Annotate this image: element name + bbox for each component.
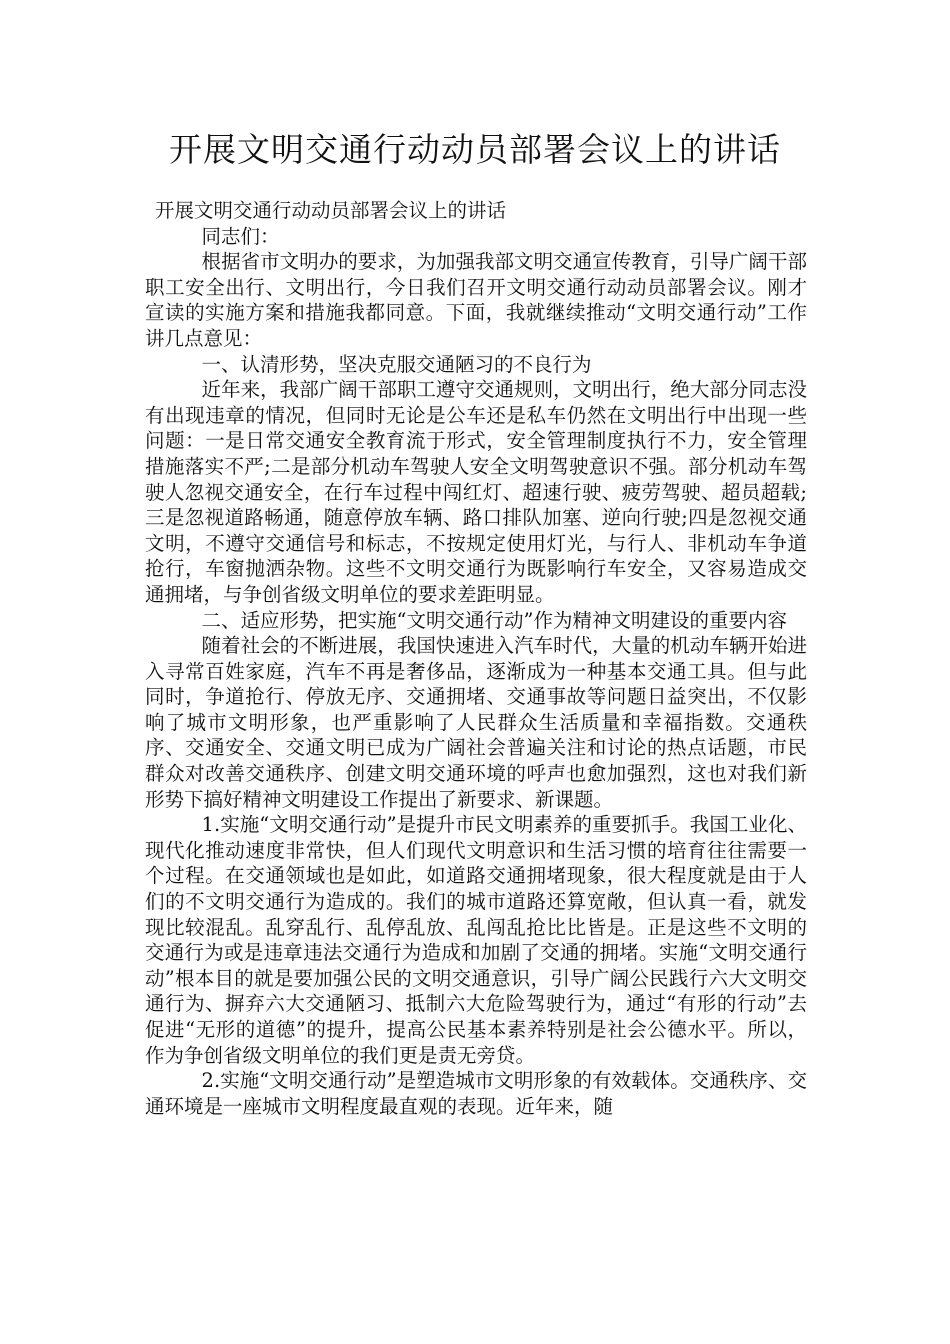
document-title: 开展文明交通行动动员部署会议上的讲话 bbox=[169, 130, 781, 169]
document-subtitle: 开展文明交通行动动员部署会议上的讲话 bbox=[155, 199, 507, 222]
paragraph-point-1: 1.实施“文明交通行动”是提升市民文明素养的重要抓手。我国工业化、现代化推动速度非常快，但人们现代文明意识和生活习惯的培育往往需要一个过程。在交通领域也是如此，如道路交通拥堵现象，很大程度就是由于人们的不文明交通行为造成的。我们的城市道路还算宽敞，但认真一看，就发现比较混乱。乱穿乱行、乱停乱放、乱闯乱抢比比皆是。正是这些不文明的交通行为或是违章违法交通行为造成和加剧了交通的拥堵。实施“文明交通行动”根本目的就是要加强公民的文明交通意识，引导广阔公民践行六大文明交通行为、摒弃六大交通陋习、抵制六大危险驾驶行为，通过“有形的行动”去促进“无形的道德”的提升，提高公民基本素养特别是社会公德水平。所以，作为争创省级文明单位的我们更是责无旁贷。 bbox=[145, 813, 807, 1067]
paragraph-intro: 根据省市文明办的要求，为加强我部文明交通宣传教育，引导广阔干部职工安全出行、文明出行，今日我们召开文明交通行动动员部署会议。刚才宣读的实施方案和措施我都同意。下面，我就继续推动“文明交通行动”工作讲几点意见： bbox=[145, 250, 807, 350]
paragraph-section-2: 随着社会的不断进展，我国快速进入汽车时代，大量的机动车辆开始进入寻常百姓家庭，汽车不再是奢侈品，逐渐成为一种基本交通工具。但与此同时，争道抢行、停放无序、交通拥堵、交通事故等问题日益突出，不仅影响了城市文明形象，也严重影响了人民群众生活质量和幸福指数。交通秩序、交通安全、交通文明已成为广阔社会普遍关注和讨论的热点话题，市民群众对改善交通秩序、创建文明交通环境的呼声也愈加强烈，这也对我们新形势下搞好精神文明建设工作提出了新要求、新课题。 bbox=[145, 634, 807, 811]
section-heading-2: 二、适应形势，把实施“文明交通行动”作为精神文明建设的重要内容 bbox=[201, 608, 787, 632]
salutation: 同志们： bbox=[201, 224, 280, 248]
paragraph-section-1: 近年来，我部广阔干部职工遵守交通规则，文明出行，绝大部分同志没有出现违章的情况，但同时无论是公车还是私车仍然在文明出行中出现一些问题：一是日常交通安全教育流于形式，安全管理制度执行不力，安全管理措施落实不严;二是部分机动车驾驶人安全文明驾驶意识不强。部分机动车驾驶人忽视交通安全，在行车过程中闯红灯、超速行驶、疲劳驾驶、超员超载;三是忽视道路畅通，随意停放车辆、路口排队加塞、逆向行驶;四是忽视交通文明，不遵守交通信号和标志，不按规定使用灯光，与行人、非机动车争道抢行，车窗抛洒杂物。这些不文明交通行为既影响行车安全，又容易造成交通拥堵，与争创省级文明单位的要求差距明显。 bbox=[145, 378, 807, 606]
document-body bbox=[145, 198, 807, 1119]
section-heading-1: 一、认清形势，坚决克服交通陋习的不良行为 bbox=[201, 352, 592, 376]
paragraph-point-2: 2.实施“文明交通行动”是塑造城市文明形象的有效载体。交通秩序、交通环境是一座城市文明程度最直观的表现。近年来，随 bbox=[145, 1069, 807, 1118]
